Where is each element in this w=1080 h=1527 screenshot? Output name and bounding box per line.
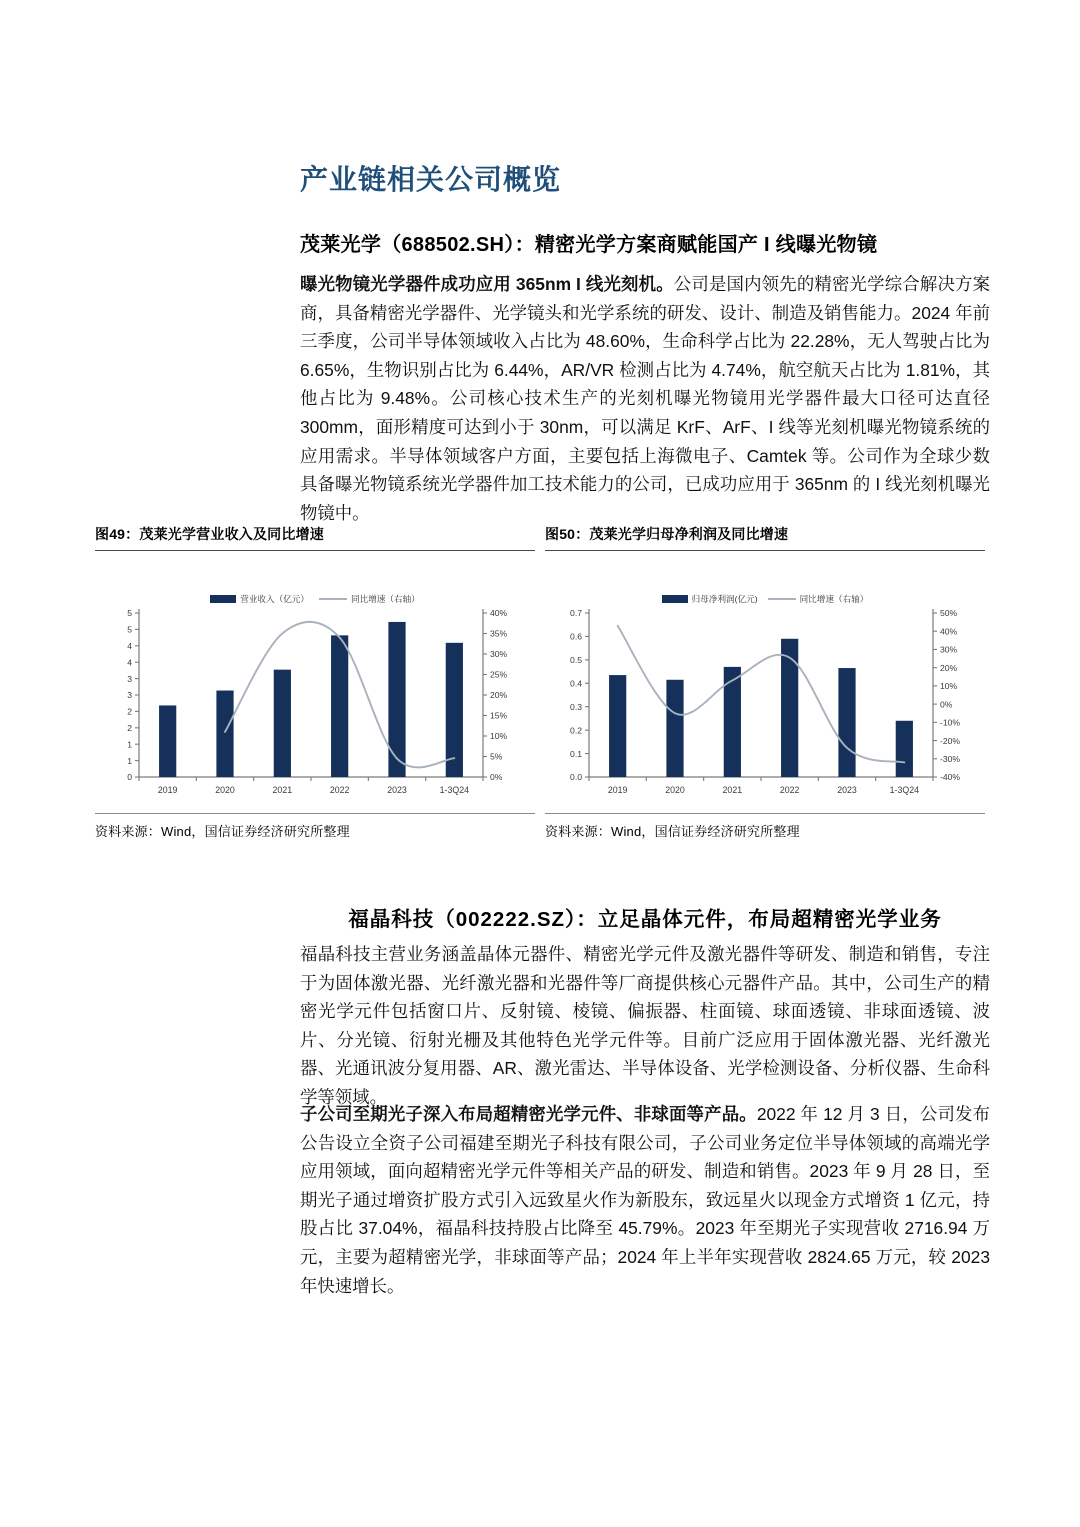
svg-text:-40%: -40%	[940, 772, 961, 783]
figure-50-caption: 图50：茂莱光学归母净利润及同比增速	[545, 526, 789, 542]
figure-50-source: 资料来源：Wind，国信证券经济研究所整理	[545, 824, 800, 839]
figure-50-legend-line-label: 同比增速（右轴）	[799, 594, 869, 604]
svg-text:0.1: 0.1	[570, 748, 582, 759]
figure-50	[545, 524, 985, 840]
figure-49-chart	[95, 551, 535, 813]
svg-text:-30%: -30%	[940, 753, 961, 764]
paragraph-fujing-2-body: 2022 年 12 月 3 日，公司发布公告设立全资子公司福建至期光子科技有限公司，子公司业务定位半导体领域的高端光学应用领域，面向超精密光学元件等相关产品的研发、制造和销售。2023 年 9 月 28 日，至期光子通过增资扩股方式引入远致星火作为新股东，致远星火以现金方式增资 1 亿元，持股占比 37.04%，福晶科技持股占比降至 45.79%。2023 年至期光子实现营收 2716.94 万元，主要为超精密光学，非球面等产品；2024 年上半年实现营收 2824.65 万元，较 2023 年快速增长。	[300, 1104, 990, 1296]
paragraph-fujing-1: 福晶科技主营业务涵盖晶体元器件、精密光学元件及激光器件等研发、制造和销售，专注于为固体激光器、光纤激光器和光器件等厂商提供核心元器件产品。其中，公司生产的精密光学元件包括窗口片、反射镜、棱镜、偏振器、柱面镜、球面透镜、非球面透镜、波片、分光镜、衍射光栅及其他特色光学元件等。目前广泛应用于固体激光器、光纤激光器、光通讯波分复用器、AR、激光雷达、半导体设备、光学检测设备、分析仪器、生命科学等领域。	[300, 944, 990, 1107]
svg-text:1-3Q24: 1-3Q24	[889, 785, 920, 795]
svg-text:20%: 20%	[490, 690, 508, 701]
svg-text:0: 0	[127, 772, 132, 783]
paragraph-maolai-body: 公司是国内领先的精密光学综合解决方案商，具备精密光学器件、光学镜头和光学系统的研发、设计、制造及销售能力。2024 年前三季度，公司半导体领域收入占比为 48.60%，生命科学占比为 22.28%，无人驾驶占比为 6.65%，生物识别占比为 6.44%，AR/VR 检测占比为 4.74%，航空航天占比为 1.81%，其他占比为 9.48%。公司核心技术生产的光刻机曝光物镜用光学器件最大口径可达直径 300mm，面形精度可达到小于 30nm，可以满足 KrF、ArF、I 线等光刻机曝光物镜系统的应用需求。半导体领域客户方面，主要包括上海微电子、Camtek 等。公司作为全球少数具备曝光物镜系统光学器件加工技术能力的公司，已成功应用于 365nm 的 I 线光刻机曝光物镜中。	[300, 274, 990, 523]
paragraph-fujing-2-lead: 子公司至期光子深入布局超精密光学元件、非球面等产品。	[300, 1104, 757, 1124]
svg-text:30%: 30%	[940, 644, 958, 655]
figure-49-legend-bar-label: 营业收入（亿元）	[240, 594, 309, 604]
figure-49-legend-line-label: 同比增速（右轴）	[351, 594, 420, 604]
company-heading-fujing: 福晶科技（002222.SZ）：立足晶体元件，布局超精密光学业务	[348, 908, 942, 931]
svg-text:1: 1	[127, 755, 132, 766]
paragraph-fujing-2	[300, 1100, 990, 1300]
svg-text:2022: 2022	[779, 785, 800, 795]
svg-text:2021: 2021	[722, 785, 743, 795]
page-title: 产业链相关公司概览	[300, 164, 562, 195]
figure-50-chart	[545, 551, 985, 813]
svg-text:20%: 20%	[940, 662, 958, 673]
company-heading-maolai: 茂莱光学（688502.SH）：精密光学方案商赋能国产 I 线曝光物镜	[300, 234, 878, 256]
svg-text:1-3Q24: 1-3Q24	[439, 785, 470, 795]
svg-text:4: 4	[127, 657, 132, 668]
svg-text:15%: 15%	[490, 710, 508, 721]
svg-text:0.5: 0.5	[570, 655, 582, 666]
svg-text:0.2: 0.2	[570, 725, 582, 736]
svg-text:2: 2	[127, 706, 132, 717]
svg-text:0.3: 0.3	[570, 701, 582, 712]
svg-text:2020: 2020	[215, 785, 235, 795]
svg-text:0.4: 0.4	[570, 678, 582, 689]
svg-text:0%: 0%	[940, 699, 953, 710]
svg-text:10%: 10%	[490, 731, 508, 742]
paragraph-maolai	[300, 270, 990, 527]
figure-50-plot	[545, 551, 985, 813]
svg-text:3: 3	[127, 690, 132, 701]
svg-text:50%: 50%	[940, 608, 958, 619]
svg-text:2: 2	[127, 723, 132, 733]
svg-text:2019: 2019	[157, 785, 178, 795]
figure-49	[95, 524, 535, 840]
svg-text:4: 4	[127, 641, 132, 651]
svg-text:10%: 10%	[940, 681, 958, 692]
svg-text:35%: 35%	[490, 628, 508, 639]
svg-text:25%: 25%	[490, 669, 508, 680]
paragraph-maolai-lead: 曝光物镜光学器件成功应用 365nm I 线光刻机。	[300, 274, 674, 294]
svg-text:5%: 5%	[490, 751, 503, 762]
svg-text:30%: 30%	[490, 649, 508, 660]
figure-49-plot	[95, 551, 535, 813]
figure-49-source: 资料来源：Wind，国信证券经济研究所整理	[95, 824, 350, 839]
svg-text:2023: 2023	[387, 785, 407, 795]
svg-text:2022: 2022	[329, 785, 350, 795]
svg-text:0.0: 0.0	[570, 772, 582, 783]
svg-text:5: 5	[127, 624, 132, 635]
svg-text:2021: 2021	[272, 785, 293, 795]
svg-text:1: 1	[127, 739, 132, 750]
figure-49-caption: 图49：茂莱光学营业收入及同比增速	[95, 526, 324, 542]
svg-text:0%: 0%	[490, 772, 503, 783]
svg-text:2019: 2019	[607, 785, 628, 795]
svg-text:2023: 2023	[837, 785, 857, 795]
svg-text:2020: 2020	[665, 785, 685, 795]
svg-text:40%: 40%	[940, 626, 958, 637]
svg-text:0.7: 0.7	[570, 608, 582, 619]
figure-50-legend-bar-label: 归母净利润(亿元)	[691, 594, 758, 604]
svg-text:0.6: 0.6	[570, 631, 582, 642]
svg-text:-20%: -20%	[940, 735, 961, 746]
svg-text:-10%: -10%	[940, 717, 961, 728]
svg-text:40%: 40%	[490, 608, 508, 619]
svg-text:5: 5	[127, 608, 132, 619]
svg-text:3: 3	[127, 673, 132, 684]
